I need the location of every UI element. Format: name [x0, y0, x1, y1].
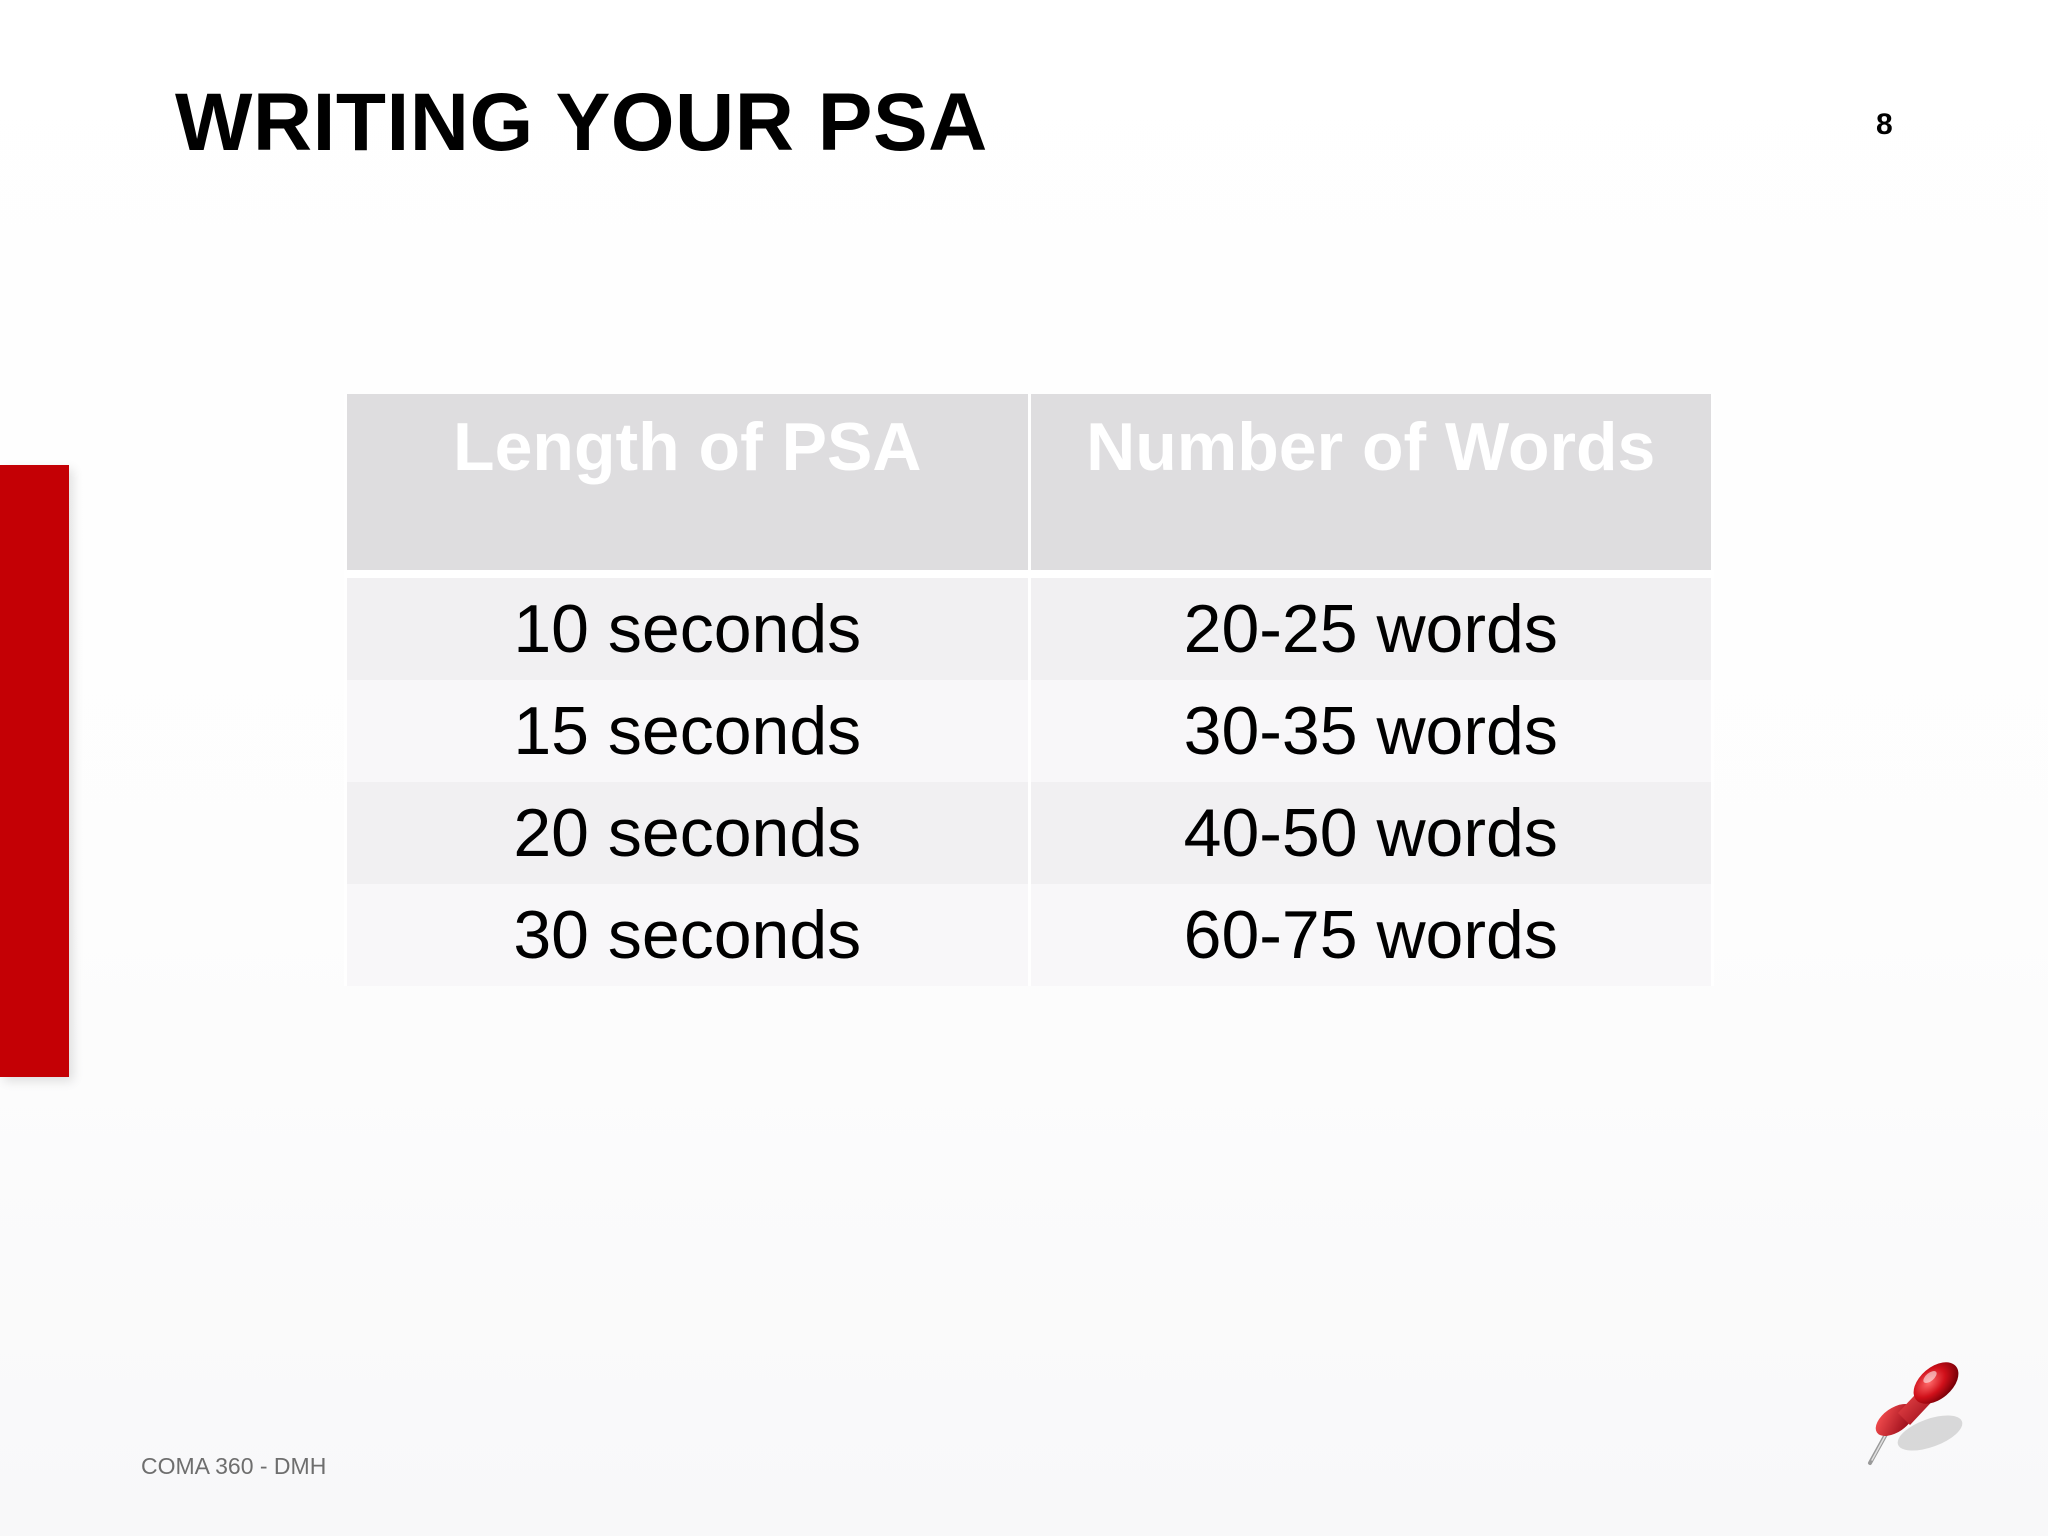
cell-words: 30-35 words — [1029, 680, 1713, 782]
cell-length: 30 seconds — [346, 884, 1030, 986]
header-length: Length of PSA — [346, 394, 1030, 574]
page-number: 8 — [1876, 108, 1893, 141]
cell-words: 40-50 words — [1029, 782, 1713, 884]
header-words: Number of Words — [1029, 394, 1713, 574]
psa-length-table — [344, 394, 1714, 986]
cell-length: 15 seconds — [346, 680, 1030, 782]
pushpin-icon — [1850, 1345, 1980, 1470]
cell-words: 60-75 words — [1029, 884, 1713, 986]
slide-title: WRITING YOUR PSA — [175, 77, 988, 168]
table-header-row — [346, 394, 1713, 574]
footer-text: COMA 360 - DMH — [141, 1453, 327, 1479]
accent-bar — [0, 465, 69, 1077]
table-row — [346, 782, 1713, 884]
table-row — [346, 884, 1713, 986]
cell-length: 10 seconds — [346, 574, 1030, 680]
table-row — [346, 680, 1713, 782]
table-row — [346, 574, 1713, 680]
cell-words: 20-25 words — [1029, 574, 1713, 680]
cell-length: 20 seconds — [346, 782, 1030, 884]
